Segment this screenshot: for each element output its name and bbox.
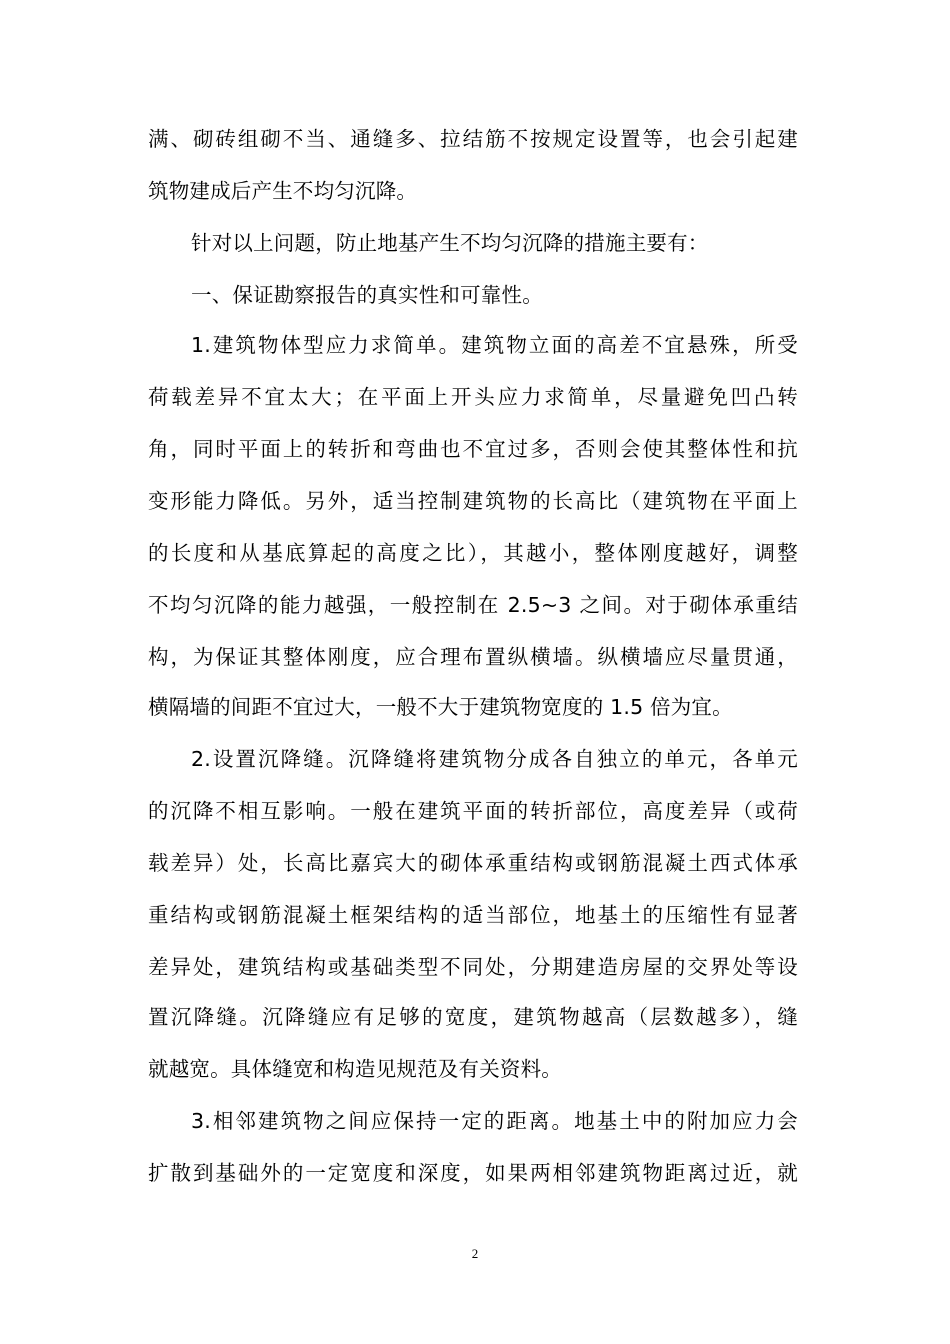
text-line: 变形能力降低。另外，适当控制建筑物的长高比（建筑物在平面上 <box>148 489 798 513</box>
page-number: 2 <box>471 1246 479 1261</box>
text-line: 差异处，建筑结构或基础类型不同处，分期建造房屋的交界处等设 <box>148 955 798 979</box>
text-line: 重结构或钢筋混凝土框架结构的适当部位，地基土的压缩性有显著 <box>148 903 798 927</box>
text-line: 的沉降不相互影响。一般在建筑平面的转折部位，高度差异（或荷 <box>148 799 798 823</box>
text-line: 的长度和从基底算起的高度之比），其越小，整体刚度越好，调整 <box>148 541 798 565</box>
text-line: 2.设置沉降缝。沉降缝将建筑物分成各自独立的单元，各单元 <box>191 747 798 771</box>
text-line: 满、砌砖组砌不当、通缝多、拉结筋不按规定设置等，也会引起建 <box>148 127 798 151</box>
text-line: 角，同时平面上的转折和弯曲也不宜过多，否则会使其整体性和抗 <box>148 437 798 461</box>
text-line: 荷载差异不宜太大；在平面上开头应力求简单，尽量避免凹凸转 <box>148 385 798 409</box>
text-line: 载差异）处，长高比嘉宾大的砌体承重结构或钢筋混凝土西式体承 <box>148 851 798 875</box>
text-line: 1.建筑物体型应力求简单。建筑物立面的高差不宜悬殊，所受 <box>191 333 798 357</box>
text-line: 一、保证勘察报告的真实性和可靠性。 <box>191 283 543 307</box>
text-line: 3.相邻建筑物之间应保持一定的距离。地基土中的附加应力会 <box>191 1109 798 1133</box>
text-line: 筑物建成后产生不均匀沉降。 <box>148 179 418 203</box>
text-line: 扩散到基础外的一定宽度和深度，如果两相邻建筑物距离过近，就 <box>148 1161 798 1185</box>
text-line: 就越宽。具体缝宽和构造见规范及有关资料。 <box>148 1057 562 1081</box>
text-line: 置沉降缝。沉降缝应有足够的宽度，建筑物越高（层数越多），缝 <box>148 1005 798 1029</box>
text-line: 构，为保证其整体刚度，应合理布置纵横墙。纵横墙应尽量贯通， <box>148 645 798 669</box>
text-line: 横隔墙的间距不宜过大，一般不大于建筑物宽度的 1.5 倍为宜。 <box>148 695 733 719</box>
text-line: 不均匀沉降的能力越强，一般控制在 2.5~3 之间。对于砌体承重结 <box>148 593 798 617</box>
text-line: 针对以上问题，防止地基产生不均匀沉降的措施主要有： <box>191 231 709 255</box>
